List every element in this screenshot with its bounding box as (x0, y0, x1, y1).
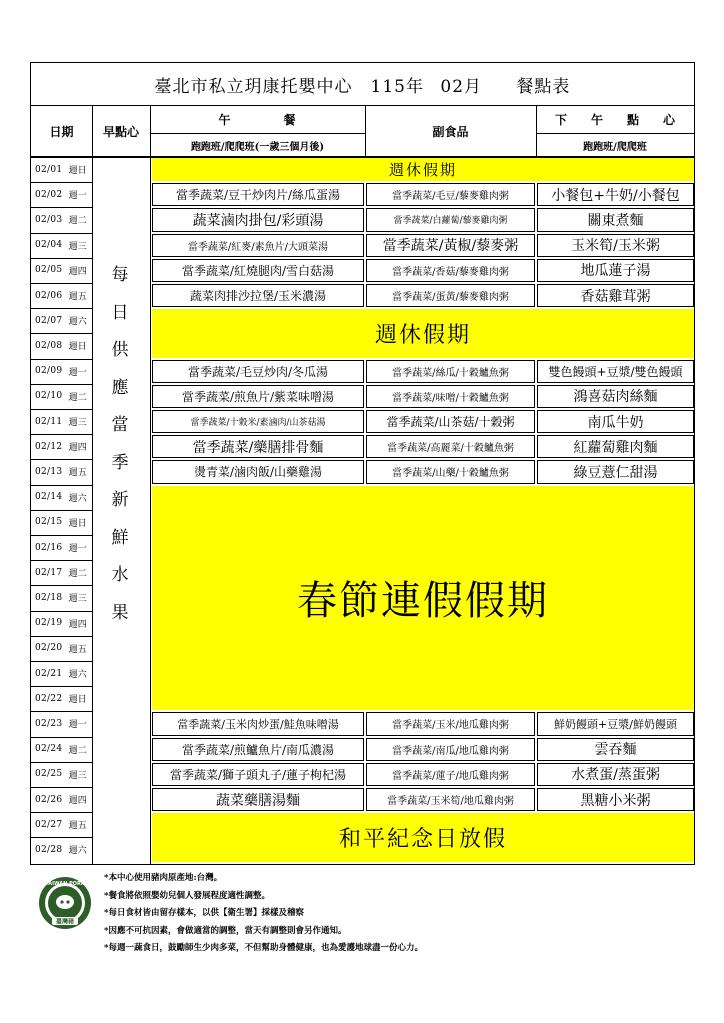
side-dish-cell: 當季蔬菜/黃椒/藜麥粥 (366, 234, 535, 257)
holiday-weekend-2: 週休假期 (152, 309, 694, 357)
weekday-text: 週四 (68, 266, 88, 277)
side-dish-cell: 當季蔬菜/山藥/十穀鱸魚粥 (366, 460, 535, 483)
weekday-text: 週一 (68, 191, 88, 202)
lunch-cell: 當季蔬菜/煎鱸魚片/南瓜濃湯 (152, 738, 364, 761)
grid-line (31, 233, 92, 234)
side-dish-cell: 當季蔬菜/南瓜/地瓜雞肉粥 (366, 738, 535, 761)
grid-line (31, 359, 92, 360)
breakfast-char: 水 (111, 565, 129, 585)
date-text: 02/09 (35, 366, 63, 377)
lunch-cell: 當季蔬菜/毛豆炒肉/冬瓜湯 (152, 360, 364, 383)
weekday-text: 週二 (68, 745, 88, 756)
header-snack: 下 午 點 心 (554, 112, 675, 127)
side-dish-cell: 當季蔬菜/毛豆/藜麥雞肉粥 (366, 183, 535, 206)
snack-cell: 雙色饅頭+豆漿/雙色饅頭 (537, 360, 694, 383)
breakfast-char: 應 (111, 377, 129, 398)
date-text: 02/28 (35, 844, 63, 855)
snack-cell: 黑糖小米粥 (537, 788, 694, 811)
logo-bottom-text: 臺灣豬 (55, 918, 75, 926)
weekday-text: 週六 (68, 493, 88, 504)
weekday-text: 週一 (68, 544, 88, 555)
weekday-text: 週二 (68, 569, 88, 580)
date-cell (31, 459, 92, 484)
grid-line (31, 485, 92, 486)
grid-line (31, 510, 92, 511)
grid-line (31, 787, 92, 788)
header-lunch: 午 餐 (218, 112, 297, 127)
date-cell (31, 409, 92, 434)
side-dish-cell: 當季蔬菜/白蘿蔔/藜麥雞肉粥 (366, 208, 535, 231)
notes (104, 870, 423, 958)
grid-line (31, 207, 92, 208)
date-text: 02/25 (35, 769, 63, 780)
lunch-cell: 蔬菜滷肉掛包/彩頭湯 (152, 208, 364, 231)
weekday-text: 週六 (68, 317, 88, 328)
lunch-cell: 當季蔬菜/藥膳排骨麵 (152, 435, 364, 458)
weekday-text: 週六 (68, 846, 88, 857)
lunch-cell: 當季蔬菜/十穀米/素滷肉/山茶菇湯 (152, 410, 364, 433)
date-text: 02/05 (35, 265, 63, 276)
date-cell (31, 787, 92, 812)
weekday-text: 週日 (68, 695, 88, 706)
date-cell (31, 333, 92, 358)
lunch-cell: 蔬菜藥膳湯麵 (152, 788, 364, 811)
header-breakfast: 早點心 (102, 124, 139, 139)
date-cell (31, 233, 92, 258)
grid-line (31, 409, 92, 410)
weekday-text: 週三 (68, 594, 88, 605)
logo-top-text: TAIWAN PORK (45, 881, 85, 887)
date-cell (31, 762, 92, 787)
date-text: 02/16 (35, 542, 63, 553)
grid-line (31, 762, 92, 763)
date-text: 02/10 (35, 391, 63, 402)
side-dish-cell: 當季蔬菜/山茶菇/十穀粥 (366, 410, 535, 433)
weekday-text: 週四 (68, 796, 88, 807)
breakfast-note (91, 94, 149, 795)
breakfast-char: 當 (111, 415, 129, 435)
breakfast-char: 新 (111, 490, 129, 510)
grid-line (31, 560, 92, 561)
date-cell (31, 157, 92, 182)
date-cell (31, 636, 92, 661)
date-text: 02/02 (35, 189, 63, 200)
date-text: 02/11 (35, 416, 63, 427)
weekday-text: 週五 (68, 292, 88, 303)
side-dish-cell: 當季蔬菜/玉米/地瓜雞肉粥 (366, 712, 535, 735)
date-cell (31, 737, 92, 762)
weekday-text: 週二 (68, 392, 88, 403)
date-cell (31, 308, 92, 333)
page-title: 臺北市私立玥康托嬰中心 115年 02月 餐點表 (31, 63, 694, 106)
weekday-text: 週日 (68, 342, 88, 353)
date-cell (31, 535, 92, 560)
breakfast-char: 果 (111, 602, 129, 623)
grid-line (150, 157, 151, 864)
note-line: *本中心使用豬肉原產地:台灣。 (104, 873, 223, 883)
date-cell (31, 258, 92, 283)
side-dish-cell: 當季蔬菜/絲瓜/十穀鱸魚粥 (366, 360, 535, 383)
holiday-spring-festival: 春節連假假期 (152, 486, 694, 711)
date-text: 02/13 (35, 466, 63, 477)
side-dish-cell: 當季蔬菜/味噌/十穀鱸魚粥 (366, 385, 535, 408)
note-line: *每日食材皆由留存樣本，以供【衛生署】採樣及稽察 (104, 908, 304, 918)
grid-line (31, 711, 92, 712)
grid-line (150, 105, 151, 157)
weekday-text: 週三 (68, 770, 88, 781)
header-date: 日期 (49, 124, 74, 139)
side-dish-cell: 當季蔬菜/香菇/藜麥雞肉粥 (366, 259, 535, 282)
grid-line (31, 611, 92, 612)
date-text: 02/08 (35, 340, 63, 351)
grid-line (31, 434, 92, 435)
grid-line (31, 585, 92, 586)
grid-line (31, 812, 92, 813)
date-text: 02/14 (35, 492, 63, 503)
grid-line (31, 686, 92, 687)
lunch-cell: 當季蔬菜/豆干炒肉片/絲瓜蛋湯 (152, 183, 364, 206)
weekday-text: 週三 (68, 418, 88, 429)
lunch-cell: 當季蔬菜/煎魚片/紫菜味噌湯 (152, 385, 364, 408)
snack-cell: 地瓜蓮子湯 (537, 259, 694, 282)
date-cell (31, 283, 92, 308)
weekday-text: 週五 (68, 644, 88, 655)
snack-cell: 水煮蛋/蒸蛋粥 (537, 763, 694, 786)
date-text: 02/12 (35, 441, 63, 452)
grid-line (31, 333, 92, 334)
weekday-text: 週四 (68, 619, 88, 630)
weekday-text: 週六 (68, 670, 88, 681)
header-snack-sub: 跑跑班/爬爬班 (583, 141, 647, 153)
grid-line (365, 105, 366, 157)
date-text: 02/21 (35, 668, 63, 679)
date-cell (31, 711, 92, 736)
date-text: 02/19 (35, 618, 63, 629)
date-cell (31, 611, 92, 636)
note-line: *每週一蔬食日，鼓勵師生少肉多菜，不但幫助身體健康，也為愛護地球盡一份心力。 (104, 943, 423, 953)
header-lunch-sub: 跑跑班/爬爬班(一歲三個月後) (190, 141, 325, 153)
grid-line (31, 535, 92, 536)
weekday-text: 週二 (68, 216, 88, 227)
weekday-text: 週五 (68, 468, 88, 479)
date-text: 02/22 (35, 693, 63, 704)
grid-line (536, 105, 537, 157)
lunch-cell: 當季蔬菜/玉米肉炒蛋/鮭魚味噌湯 (152, 712, 364, 735)
date-cell (31, 384, 92, 409)
side-dish-cell: 當季蔬菜/玉米筍/地瓜雞肉粥 (366, 788, 535, 811)
taiwan-pork-logo-icon (38, 876, 92, 930)
date-cell (31, 485, 92, 510)
date-text: 02/26 (35, 794, 63, 805)
grid-line (31, 459, 92, 460)
date-text: 02/03 (35, 214, 63, 225)
date-cell (31, 585, 92, 610)
side-dish-cell: 當季蔬菜/蛋黃/藜麥雞肉粥 (366, 284, 535, 307)
grid-line (31, 384, 92, 385)
date-cell (31, 837, 92, 862)
grid-line (31, 837, 92, 838)
date-text: 02/17 (35, 567, 63, 578)
weekday-text: 週五 (68, 821, 88, 832)
grid-line (31, 661, 92, 662)
lunch-cell: 燙青菜/滷肉飯/山藥雞湯 (152, 460, 364, 483)
date-text: 02/23 (35, 718, 63, 729)
breakfast-char: 供 (111, 340, 129, 360)
date-cell (31, 434, 92, 459)
weekday-text: 週四 (68, 443, 88, 454)
date-text: 02/24 (35, 744, 63, 755)
date-text: 02/20 (35, 643, 63, 654)
side-dish-cell: 當季蔬菜/高麗菜/十穀鱸魚粥 (366, 435, 535, 458)
snack-cell: 鮮奶饅頭+豆漿/鮮奶饅頭 (537, 712, 694, 735)
weekday-text: 週三 (68, 241, 88, 252)
breakfast-char: 每 (111, 265, 129, 285)
grid-line (31, 308, 92, 309)
lunch-cell: 蔬菜肉排沙拉堡/玉米濃湯 (152, 284, 364, 307)
date-cell (31, 207, 92, 232)
lunch-cell: 當季蔬菜/紅燒腿肉/雪白菇湯 (152, 259, 364, 282)
weekday-text: 週一 (68, 720, 88, 731)
grid-line (31, 283, 92, 284)
date-cell (31, 560, 92, 585)
grid-line (31, 182, 92, 183)
snack-cell: 小餐包+牛奶/小餐包 (537, 183, 694, 206)
date-text: 02/06 (35, 290, 63, 301)
date-cell (31, 182, 92, 207)
date-cell (31, 812, 92, 837)
grid-line (31, 636, 92, 637)
header-side: 副食品 (432, 124, 469, 139)
note-line: *因應不可抗因素，會做適當的調整，當天有調整則會另作通知。 (104, 925, 347, 936)
holiday-weekend-1: 週休假期 (152, 158, 694, 181)
weekday-text: 週日 (68, 518, 88, 529)
snack-cell: 雲吞麵 (537, 738, 694, 761)
weekday-text: 週一 (68, 367, 88, 378)
snack-cell: 香菇雞茸粥 (537, 284, 694, 307)
breakfast-char: 鮮 (111, 527, 129, 548)
date-text: 02/15 (35, 517, 63, 528)
weekday-text: 週日 (68, 166, 88, 177)
snack-cell: 綠豆薏仁甜湯 (537, 460, 694, 483)
date-cell (31, 510, 92, 535)
side-dish-cell: 當季蔬菜/蓮子/地瓜雞肉粥 (366, 763, 535, 786)
grid-line (31, 737, 92, 738)
lunch-cell: 當季蔬菜/獅子頭丸子/蓮子枸杞湯 (152, 763, 364, 786)
snack-cell: 鴻喜菇肉絲麵 (537, 385, 694, 408)
holiday-peace-memorial: 和平紀念日放假 (152, 813, 694, 861)
snack-cell: 玉米筍/玉米粥 (537, 234, 694, 257)
date-text: 02/04 (35, 240, 63, 251)
grid-line (150, 133, 365, 134)
breakfast-char: 日 (111, 302, 129, 323)
grid-line (31, 258, 92, 259)
note-line: *餐食將依照嬰幼兒個人發展程度適性調整。 (104, 890, 270, 901)
date-text: 02/18 (35, 592, 63, 603)
date-text: 02/07 (35, 315, 63, 326)
snack-cell: 關東煮麵 (537, 208, 694, 231)
date-cell (31, 359, 92, 384)
date-text: 02/01 (35, 164, 63, 175)
grid-line (536, 133, 694, 134)
date-text: 02/27 (35, 819, 63, 830)
breakfast-char: 季 (111, 452, 129, 473)
snack-cell: 南瓜牛奶 (537, 410, 694, 433)
date-cell (31, 686, 92, 711)
lunch-cell: 當季蔬菜/紅麥/素魚片/大頭菜湯 (152, 234, 364, 257)
date-cell (31, 661, 92, 686)
snack-cell: 紅蘿蔔雞肉麵 (537, 435, 694, 458)
